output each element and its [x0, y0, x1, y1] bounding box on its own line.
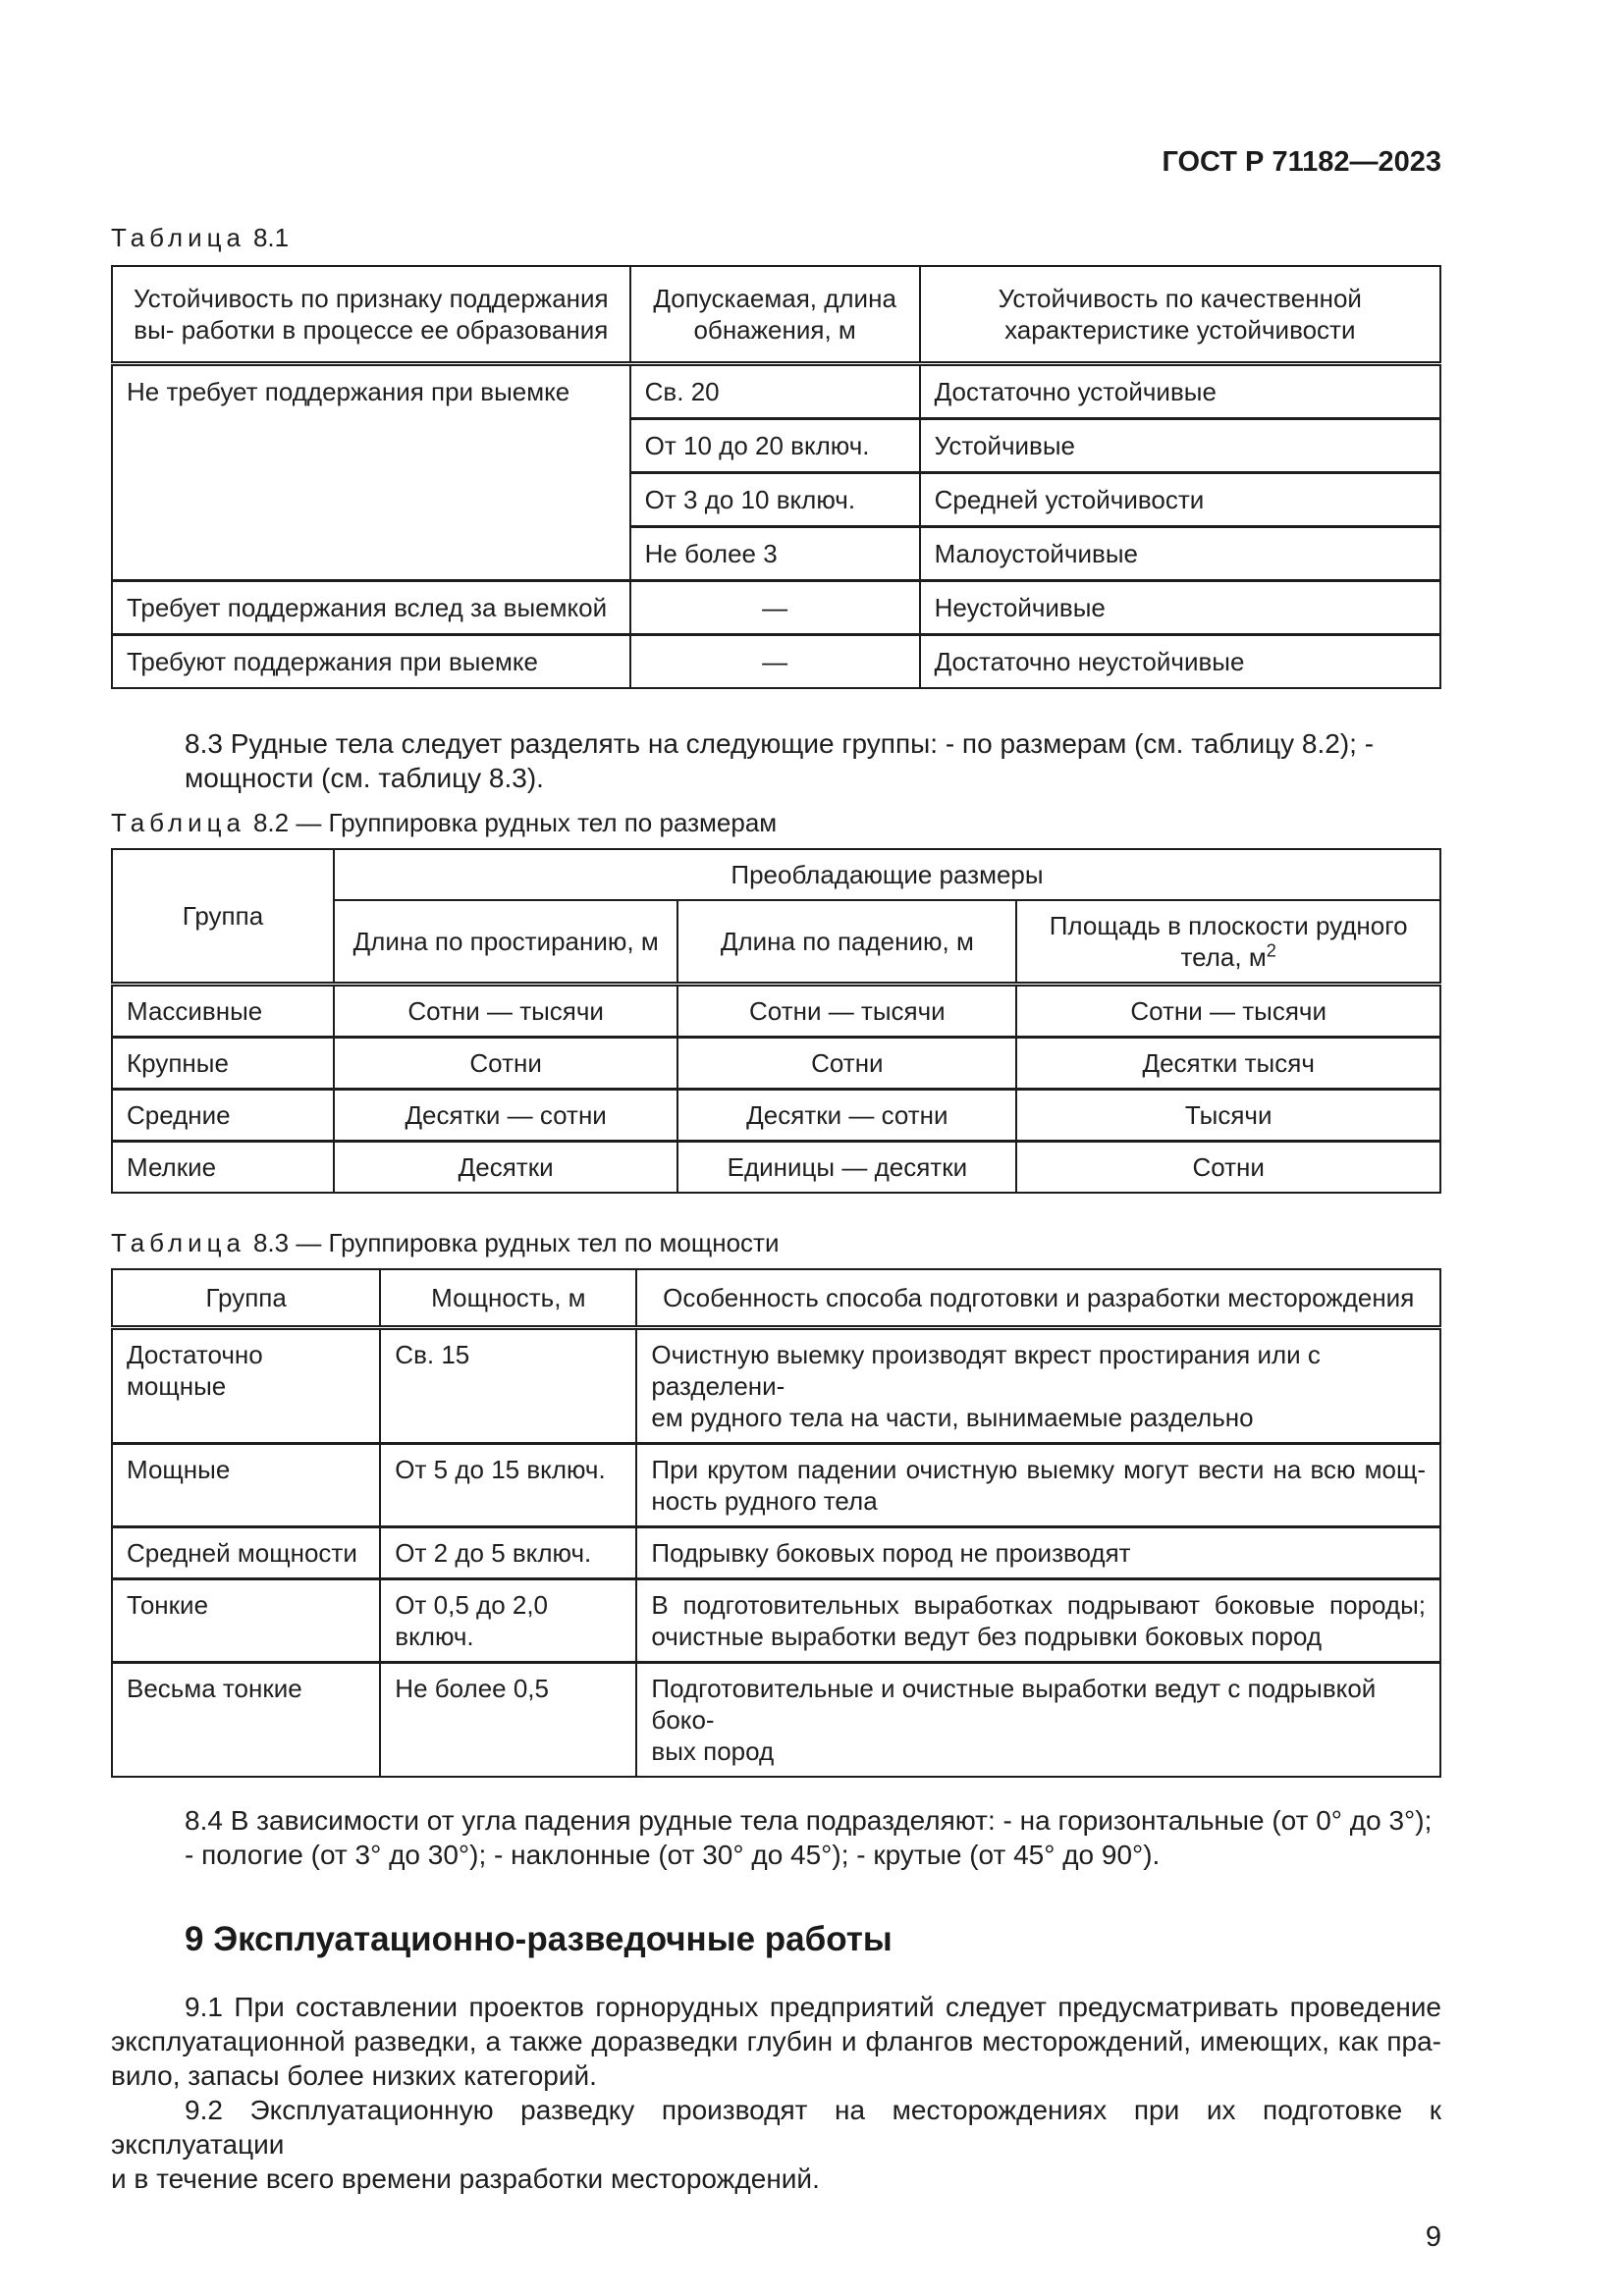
table-cell: Тонкие	[112, 1579, 380, 1663]
paragraph-line: 9.2 Эксплуатационную разведку производят на месторождениях при их подготовке к эксплуатации	[111, 2095, 1441, 2160]
table-cell: Св. 20	[630, 364, 920, 419]
table-cell: Требует поддержания вслед за выемкой	[112, 581, 630, 635]
list-item: - по размерам (см. таблицу 8.2);	[945, 728, 1357, 759]
table-8-2-header-group: Группа	[112, 849, 334, 985]
table-caption-text: 8.3 — Группировка рудных тел по мощности	[252, 1228, 780, 1257]
table-8-1-header-allowed-length	[630, 266, 920, 364]
table-row	[112, 1663, 1440, 1778]
table-row	[112, 1038, 1440, 1090]
page-number: 9	[1425, 2221, 1441, 2253]
table-row	[112, 1090, 1440, 1142]
table-cell: Тысячи	[1016, 1090, 1440, 1142]
table-cell: От 10 до 20 включ.	[630, 419, 920, 473]
table-8-1	[111, 265, 1441, 689]
paragraph-line: 8.3 Рудные тела следует разделять на следующие группы:	[185, 728, 939, 759]
cell-line: При крутом падении очистную выемку могут вести на всю мощ-	[651, 1455, 1426, 1484]
section-8-3	[111, 726, 1441, 795]
table-cell: От 0,5 до 2,0 включ.	[380, 1579, 636, 1663]
doc-code-header: ГОСТ Р 71182—2023	[1162, 146, 1441, 178]
table-cell: Десятки — сотни	[677, 1090, 1016, 1142]
table-row	[112, 985, 1440, 1038]
table-cell: —	[630, 635, 920, 689]
table-8-3-header-thickness: Мощность, м	[380, 1269, 636, 1328]
table-row	[112, 1444, 1440, 1527]
table-cell: Сотни — тысячи	[1016, 985, 1440, 1038]
section-8-4	[111, 1803, 1441, 1872]
table-row	[112, 364, 1440, 419]
table-8-2-header-sizes: Преобладающие размеры	[334, 849, 1440, 900]
list-item: - мощности (см. таблицу 8.3).	[185, 728, 1375, 793]
table-cell	[636, 1663, 1440, 1778]
table-cell: Массивные	[112, 985, 334, 1038]
superscript: 2	[1266, 940, 1276, 961]
table-cell: —	[630, 581, 920, 635]
table-cell: Сотни	[334, 1038, 677, 1090]
table-8-3-caption	[111, 1229, 1441, 1256]
cell-line: очистные выработки ведут без подрывки боковых пород	[651, 1622, 1323, 1651]
paragraph-9-2	[111, 2093, 1441, 2196]
table-cell: Достаточно неустойчивые	[920, 635, 1440, 689]
table-row	[112, 1527, 1440, 1579]
paragraph-line: 8.4 В зависимости от угла падения рудные тела подразделяют:	[185, 1805, 996, 1836]
header-text: Площадь в плоскости рудного тела, м	[1049, 911, 1408, 972]
table-row	[112, 1579, 1440, 1663]
table-8-2-caption	[111, 809, 1441, 836]
table-row	[112, 1142, 1440, 1194]
table-cell: Не более 3	[630, 527, 920, 581]
table-cell	[636, 1527, 1440, 1579]
header-line: Устойчивость по признаку поддержания вы-	[134, 284, 609, 345]
table-cell: Десятки — сотни	[334, 1090, 677, 1142]
header-line: обнажения, м	[693, 315, 856, 345]
paragraph-line: 9.1 При составлении проектов горнорудных предприятий следует предусматривать проведение	[185, 1992, 1441, 2022]
table-cell: Не более 0,5	[380, 1663, 636, 1778]
table-cell	[636, 1444, 1440, 1527]
table-cell: Десятки	[334, 1142, 677, 1194]
section-9-title: 9 Эксплуатационно-разведочные работы	[185, 1920, 893, 1958]
cell-line: ем рудного тела на части, вынимаемые раздельно	[651, 1403, 1254, 1432]
table-cell: Неустойчивые	[920, 581, 1440, 635]
header-line: Допускаемая, длина	[653, 284, 896, 313]
table-8-3-header-group: Группа	[112, 1269, 380, 1328]
table-cell: Средние	[112, 1090, 334, 1142]
list-item: - крутые (от 45° до 90°).	[856, 1840, 1161, 1870]
list-item: - пологие (от 3° до 30°);	[185, 1840, 487, 1870]
table-8-3-header-feature: Особенность способа подготовки и разработки месторождения	[636, 1269, 1440, 1328]
cell-line: Подготовительные и очистные выработки ведут с подрывкой боко-	[651, 1674, 1377, 1735]
table-caption-word: Таблица	[111, 1228, 245, 1257]
table-cell: Десятки тысяч	[1016, 1038, 1440, 1090]
table-caption-number: 8.1	[252, 223, 290, 252]
table-cell	[636, 1328, 1440, 1444]
table-cell: От 2 до 5 включ.	[380, 1527, 636, 1579]
table-row	[112, 1328, 1440, 1444]
table-cell: От 3 до 10 включ.	[630, 473, 920, 527]
table-8-1-header-row	[112, 266, 1440, 364]
cell-line: ность рудного тела	[651, 1486, 878, 1516]
table-cell	[636, 1579, 1440, 1663]
table-cell: От 5 до 15 включ.	[380, 1444, 636, 1527]
table-cell: Св. 15	[380, 1328, 636, 1444]
table-cell: Средней устойчивости	[920, 473, 1440, 527]
header-line: устойчивости	[1196, 315, 1356, 345]
paragraph-line: вило, запасы более низких категорий.	[111, 2060, 597, 2091]
table-cell: Мелкие	[112, 1142, 334, 1194]
table-cell: Достаточно мощные	[112, 1328, 380, 1444]
table-8-2-header-area	[1016, 900, 1440, 985]
table-cell: Сотни	[1016, 1142, 1440, 1194]
table-caption-word: Таблица	[111, 223, 245, 252]
table-caption-word: Таблица	[111, 808, 245, 837]
table-8-2-header-strike-length: Длина по простиранию, м	[334, 900, 677, 985]
table-cell: Достаточно устойчивые	[920, 364, 1440, 419]
list-item: - наклонные (от 30° до 45°);	[494, 1840, 849, 1870]
cell-line: вых пород	[651, 1736, 775, 1766]
table-8-1-caption	[111, 224, 1441, 251]
cell-line: В подготовительных выработках подрывают боковые породы;	[651, 1590, 1426, 1620]
table-cell: Сотни	[677, 1038, 1016, 1090]
table-row	[112, 635, 1440, 689]
list-item: - на горизонтальные (от 0° до 3°);	[1002, 1805, 1433, 1836]
table-caption-text: 8.2 — Группировка рудных тел по размерам	[252, 808, 778, 837]
cell-line: Очистную выемку производят вкрест простирания или с разделени-	[651, 1340, 1321, 1401]
paragraph-line: и в течение всего времени разработки месторождений.	[111, 2163, 820, 2194]
paragraph-line: эксплуатационной разведки, а также доразведки глубин и флангов месторождений, имеющих, как пра-	[111, 2026, 1441, 2056]
table-cell: Сотни — тысячи	[334, 985, 677, 1038]
table-cell: Не требует поддержания при выемке	[112, 364, 630, 581]
table-cell: Весьма тонкие	[112, 1663, 380, 1778]
table-cell: Средней мощности	[112, 1527, 380, 1579]
table-8-2	[111, 848, 1441, 1194]
table-row	[112, 581, 1440, 635]
table-cell: Требуют поддержания при выемке	[112, 635, 630, 689]
table-cell: Сотни — тысячи	[677, 985, 1016, 1038]
cell-line: Подрывку боковых пород не производят	[651, 1538, 1131, 1568]
table-8-3-header-row	[112, 1269, 1440, 1328]
table-cell: Мощные	[112, 1444, 380, 1527]
table-8-2-header-dip-length: Длина по падению, м	[677, 900, 1016, 985]
header-line: работки в процессе ее образования	[181, 315, 609, 345]
header-line: Устойчивость по качественной характеристике	[998, 284, 1362, 345]
table-8-1-header-quality	[920, 266, 1440, 364]
table-8-2-header-row-1	[112, 849, 1440, 900]
table-cell: Единицы — десятки	[677, 1142, 1016, 1194]
table-8-1-header-stability-support	[112, 266, 630, 364]
table-cell: Устойчивые	[920, 419, 1440, 473]
table-cell: Крупные	[112, 1038, 334, 1090]
table-cell: Малоустойчивые	[920, 527, 1440, 581]
table-8-3	[111, 1268, 1441, 1778]
paragraph-9-1	[111, 1990, 1441, 2093]
